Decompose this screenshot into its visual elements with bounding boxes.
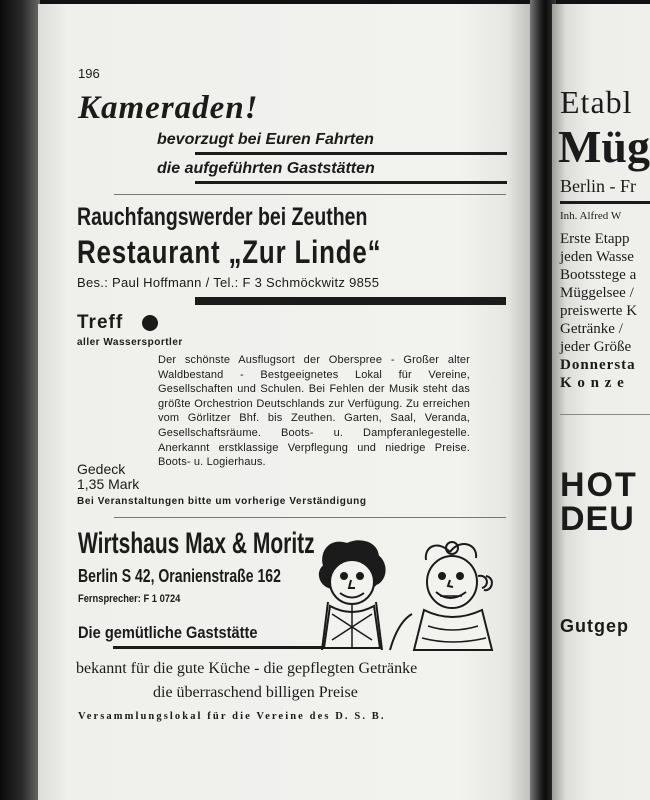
right-body-line: K o n z e <box>560 375 625 391</box>
right-body-line: Müggelsee / <box>560 285 634 301</box>
right-hotel-1: HOT <box>560 466 638 504</box>
right-location: Berlin - Fr <box>560 176 636 196</box>
book-spine-shadow <box>0 0 40 800</box>
ad1-description: Der schönste Ausflugsort der Oberspree - Großer alter Waldbestand - Bestgeeignetes Lokal für Vereine, Gesellschaften und Schulen. Bei Fehlen der Musik steht das größte Orchestrion Deutschlands zur Verfügung. Zu erreichen vom Görlitzer Bhf. bis Zeuthen. Garten, Saal, Veranda, Gesellschaftsräume. Boots- u. Dampferanlegestelle. Anerkannt erstklassige Verpflegung und niedrige Preise. Boots- u. Logierhaus. <box>158 354 470 469</box>
right-hotel-2: DEU <box>560 500 635 538</box>
ad1-place: Rauchfangswerder bei Zeuthen <box>77 203 368 231</box>
subline-1-rule <box>195 152 507 155</box>
ad1-owner: Bes.: Paul Hoffmann / Tel.: F 3 Schmöckwitz 9855 <box>77 275 380 290</box>
ad1-thick-rule <box>195 297 506 305</box>
ad1-treff: Treff <box>77 312 124 333</box>
ad2-line-1: bekannt für die gute Küche - die gepflegten Getränke <box>76 660 418 677</box>
subline-1: bevorzugt bei Euren Fahrten <box>157 131 374 148</box>
ad1-treff-sub: aller Wassersportler <box>77 337 183 348</box>
right-body-line: jeden Wasse <box>560 249 634 265</box>
ad1-restaurant-name: Restaurant „Zur Linde“ <box>77 234 382 270</box>
right-rule <box>560 201 650 204</box>
ad1-notice: Bei Veranstaltungen bitte um vorherige Verständigung <box>77 496 367 507</box>
ad2-tagline: Die gemütliche Gaststätte <box>78 623 258 642</box>
ad2-line-2: die überraschend billigen Preise <box>153 684 358 701</box>
page-number: 196 <box>78 66 100 81</box>
right-heading-1: Etabl <box>560 84 633 120</box>
right-body-line: Getränke / <box>560 321 623 337</box>
right-bottom: Gutgep <box>560 616 629 636</box>
max-and-moritz-cartoon-icon <box>302 530 510 652</box>
subline-2-rule <box>195 181 507 184</box>
right-body-line: jeder Größe <box>560 339 632 355</box>
headline: Kameraden! <box>78 90 259 126</box>
ad2-address: Berlin S 42, Oranienstraße 162 <box>78 566 281 586</box>
right-body <box>560 230 637 392</box>
ad1-gedeck-price: 1,35 Mark <box>77 476 140 492</box>
section-divider <box>114 194 506 195</box>
ad2-tagline-rule <box>113 646 331 649</box>
right-body-line: Erste Etapp <box>560 231 630 247</box>
left-page <box>38 4 532 800</box>
right-body-line: Bootsstege a <box>560 267 637 283</box>
section-divider-2 <box>114 517 506 518</box>
subline-2: die aufgeführten Gaststätten <box>157 160 375 177</box>
right-body-line: preiswerte K <box>560 303 638 319</box>
ad2-footer: Versammlungslokal für die Vereine des D. S. B. <box>78 711 386 722</box>
ad1-gedeck-label: Gedeck <box>77 461 126 477</box>
right-divider <box>560 414 650 415</box>
bullet-dot-icon <box>142 315 158 331</box>
right-page <box>552 4 650 800</box>
ad2-phone: Fernsprecher: F 1 0724 <box>78 593 181 605</box>
right-body-line: Donnersta <box>560 357 636 373</box>
right-owner: Inh. Alfred W <box>560 210 622 222</box>
right-heading-2: Müg <box>558 121 650 172</box>
ad2-name: Wirtshaus Max & Moritz <box>78 527 315 560</box>
